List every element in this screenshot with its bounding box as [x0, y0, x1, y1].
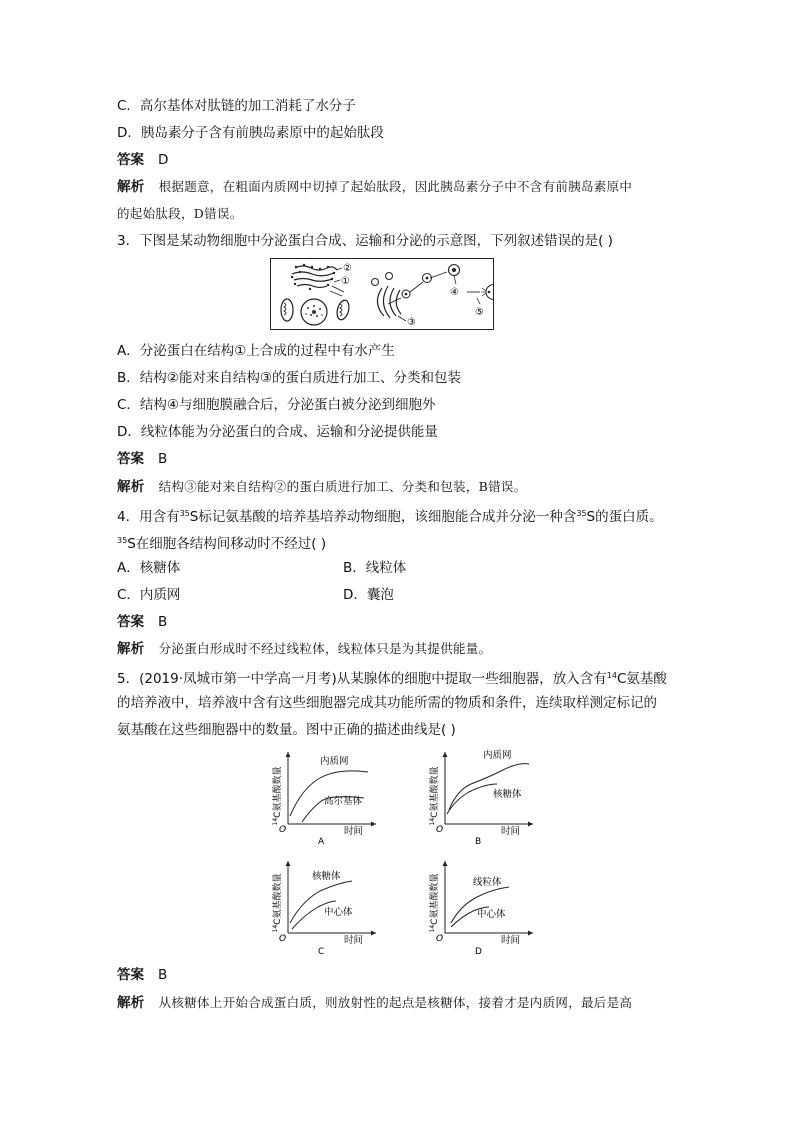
analysis-label: 解析 — [117, 179, 145, 195]
graph-b-ylabel: $^{14}$C氨基酸数量 — [429, 766, 440, 826]
analysis-label: 解析 — [117, 641, 145, 657]
graph-d-letter: D — [475, 947, 482, 957]
q4-answer-row — [117, 612, 167, 632]
label-5: ⑤ — [475, 307, 484, 318]
q3-stem: 3．下图是某动物细胞中分泌蛋白合成、运输和分泌的示意图，下列叙述错误的是( ) — [117, 233, 613, 249]
label-2: ② — [343, 263, 352, 274]
graph-c-y-arrow — [286, 861, 291, 866]
option-c: C．高尔基体对肽链的加工消耗了水分子 — [117, 98, 356, 114]
graph-c-origin: O — [279, 934, 287, 944]
graph-a-lower-label: 高尔基体 — [324, 796, 363, 807]
answer-label: 答案 — [117, 614, 144, 630]
q3-cell-diagram — [270, 258, 494, 330]
graph-b-xlabel: 时间 — [501, 826, 521, 837]
q5-stem — [117, 666, 667, 689]
q3-option-d: D．线粒体能为分泌蛋白的合成、运输和分泌提供能量 — [117, 424, 438, 440]
analysis-row — [117, 177, 632, 197]
q3-option-a: A．分泌蛋白在结构①上合成的过程中有水产生 — [117, 343, 395, 359]
graph-c-x-arrow — [371, 931, 376, 936]
analysis-text: 从核糖体上开始合成蛋白质，则放射性的起点是核糖体，接着才是内质网，最后是高 — [158, 995, 633, 1010]
analysis-text: 分泌蛋白形成时不经过线粒体，线粒体只是为其提供能量。 — [158, 641, 492, 656]
analysis-label: 解析 — [117, 995, 145, 1011]
q3-option-c: C．结构④与细胞膜融合后，分泌蛋白被分泌到细胞外 — [117, 397, 436, 413]
q5-analysis-row — [117, 993, 632, 1013]
answer-label: 答案 — [117, 152, 144, 168]
q5-stem-part1: 5．(2019·凤城市第一中学高一月考)从某腺体的细胞中提取一些细胞器，放入含有 — [117, 671, 607, 687]
q4-stem — [117, 504, 663, 527]
label-4: ④ — [450, 287, 459, 298]
graph-d-xlabel: 时间 — [501, 935, 521, 946]
q5-sup1: 14 — [606, 671, 617, 680]
graph-d-x-arrow — [528, 931, 533, 936]
graph-d-origin: O — [436, 934, 444, 944]
q4-option-a: A．核糖体 — [117, 560, 181, 576]
graph-c-letter: C — [318, 947, 325, 957]
q3-answer-row — [117, 449, 167, 469]
analysis-text: 结构③能对来自结构②的蛋白质进行加工、分类和包装，B错误。 — [158, 479, 527, 494]
graph-b-curve-upper — [449, 764, 529, 810]
q4-stem-part3: S的蛋白质。 — [586, 509, 663, 525]
graph-a-y-arrow — [286, 752, 291, 757]
graph-a-upper-label: 内质网 — [320, 756, 349, 767]
graph-c-upper-label: 核糖体 — [312, 871, 341, 882]
graph-c-lower-label: 中心体 — [324, 907, 353, 918]
graph-d — [425, 857, 545, 957]
graph-a-curve-upper — [290, 771, 368, 816]
graph-a-letter: A — [318, 837, 325, 847]
answer-value: D — [158, 152, 169, 168]
q4-stem-part2: S标记氨基酸的培养基培养动物细胞，该细胞能合成并分泌一种含 — [189, 509, 577, 525]
q4-sup1: 35 — [179, 509, 190, 518]
graph-d-y-arrow — [443, 861, 448, 866]
graph-a-ylabel: $^{14}$C氨基酸数量 — [272, 766, 283, 826]
q4-option-d: D．囊泡 — [343, 587, 394, 603]
graph-a — [268, 748, 388, 848]
q4-sup2: 35 — [576, 509, 587, 518]
graph-b-upper-label: 内质网 — [483, 750, 512, 761]
graph-b-x-arrow — [528, 822, 533, 827]
label-3: ③ — [407, 317, 416, 328]
q5-stem-line3: 氨基酸在这些细胞器中的数量。图中正确的描述曲线是( ) — [117, 722, 456, 738]
graph-b — [425, 748, 545, 848]
graph-c — [268, 857, 388, 957]
graph-d-ylabel: $^{14}$C氨基酸数量 — [429, 873, 440, 933]
q4-stem-part1: 4．用含有 — [117, 509, 180, 525]
q4-stem-line2-text: S在细胞各结构间移动时不经过( ) — [127, 536, 327, 552]
label-1: ① — [341, 276, 350, 287]
answer-label: 答案 — [117, 967, 144, 983]
analysis-text: 根据题意，在粗面内质网中切掉了起始肽段，因此胰岛素分子中不含有前胰岛素原中 — [158, 179, 633, 194]
q4-analysis-row — [117, 639, 491, 659]
q5-answer-row — [117, 965, 167, 985]
analysis-text-cont: 的起始肽段，D错误。 — [117, 206, 243, 221]
graph-b-lower-label: 核糖体 — [493, 789, 522, 800]
q4-option-b: B．线粒体 — [343, 560, 407, 576]
q4-option-c: C．内质网 — [117, 587, 181, 603]
answer-row — [117, 150, 168, 170]
q5-stem-line2: 的培养液中，培养液中含有这些细胞器完成其功能所需的物质和条件，连续取样测定标记的 — [117, 695, 657, 711]
graph-b-y-arrow — [443, 752, 448, 757]
graph-b-origin: O — [436, 825, 444, 835]
graph-c-ylabel: $^{14}$C氨基酸数量 — [272, 873, 283, 933]
graph-b-letter: B — [475, 837, 482, 847]
graph-a-xlabel: 时间 — [344, 826, 364, 837]
option-d: D．胰岛素分子含有前胰岛素原中的起始肽段 — [117, 125, 384, 141]
answer-value: B — [158, 614, 168, 630]
answer-value: B — [158, 967, 168, 983]
graph-a-x-arrow — [371, 822, 376, 827]
q4-sup3: 35 — [117, 536, 128, 545]
analysis-label: 解析 — [117, 479, 145, 495]
q4-stem-line2 — [117, 531, 326, 554]
graph-d-lower-label: 中心体 — [477, 909, 506, 920]
graph-a-origin: O — [279, 825, 287, 835]
q3-option-b: B．结构②能对来自结构③的蛋白质进行加工、分类和包装 — [117, 370, 461, 386]
q5-stem-part2: C氨基酸 — [616, 671, 667, 687]
q3-analysis-row — [117, 477, 527, 497]
answer-label: 答案 — [117, 451, 144, 467]
answer-value: B — [158, 451, 168, 467]
graph-c-xlabel: 时间 — [344, 935, 364, 946]
graph-d-upper-label: 线粒体 — [473, 877, 502, 888]
